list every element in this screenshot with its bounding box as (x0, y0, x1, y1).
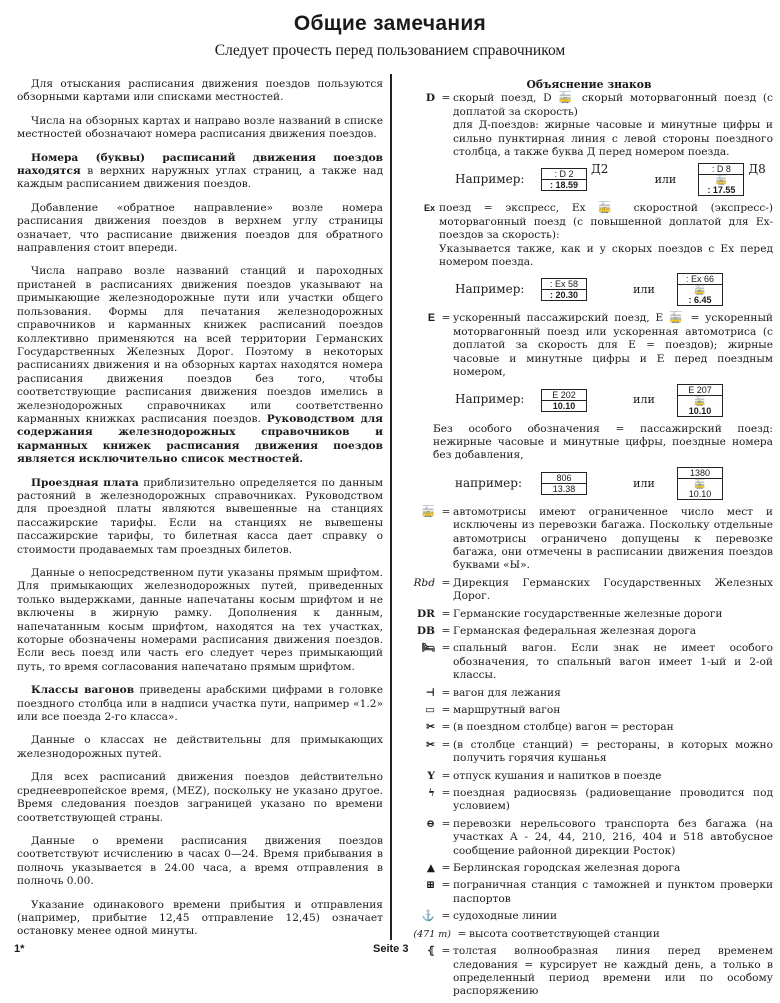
equals-sign: = (441, 686, 451, 699)
paragraph (17, 152, 383, 192)
legend-entry (405, 625, 773, 638)
departure-time: 13.38 (552, 483, 576, 494)
departure-time: 10.10 (688, 405, 712, 416)
departure-time: : 17.55 (707, 185, 736, 196)
railcar-icon: 🚋 (694, 395, 706, 406)
paragraph (17, 477, 383, 557)
page-subtitle: Следует прочесть перед пользованием справочником (214, 42, 566, 59)
timetable-example-box (698, 163, 744, 196)
paragraph (17, 684, 383, 724)
train-number: : D 8 (699, 164, 743, 175)
equals-sign: = (441, 505, 451, 518)
railcar-icon: 🚋 (694, 478, 706, 489)
legend-entry-plain (405, 423, 773, 463)
symbols-legend-column (405, 78, 773, 1003)
legend-definition: поездная радиосвязь (радиовещание проводится под условием) (453, 787, 773, 813)
paragraph-text: Для отыскания расписания движения поездов пользуются обзорными картами или списками местностей. (17, 78, 383, 104)
train-number: : Ex 66 (678, 274, 722, 285)
legend-heading: Объяснение знаков (526, 78, 652, 91)
general-notes-column (17, 78, 383, 949)
legend-entry (405, 721, 773, 734)
legend-definition: пограничная станция с таможней и пунктом проверки паспортов (453, 879, 773, 905)
legend-definition: спальный вагон. Если знак не имеет особого обозначения, то спальный вагон имеет 1-ый и 2-ой классы. (453, 642, 773, 682)
paragraph (17, 78, 383, 105)
example-d (455, 163, 773, 196)
paragraph-text: Добавление «обратное направление» возле номера расписания движения поездов в верхнем углу страницы означает, что расписание движения поездов для обратного направления стоит впереди. (17, 201, 383, 255)
paragraph (17, 202, 383, 256)
train-number: E 207 (678, 385, 722, 396)
rbd-label: Rbd (413, 576, 435, 589)
equals-sign: = (441, 862, 451, 875)
railcar-icon: 🚋 (694, 285, 706, 296)
legend-entry (405, 928, 773, 941)
page-signature: 1* (14, 943, 25, 955)
paragraph (17, 265, 383, 466)
legend-entry (405, 770, 773, 783)
legend-definition: (в поездном столбце) вагон = ресторан (453, 721, 674, 734)
timetable-example-box (541, 278, 587, 301)
equals-sign: = (441, 769, 451, 782)
border-station-icon: ⊞ (426, 879, 435, 892)
bold-lead: Классы вагонов (31, 684, 135, 697)
departure-time: : 6.45 (688, 295, 712, 306)
legend-entry (405, 910, 773, 923)
restaurant-station-icon: ✂ (426, 738, 435, 751)
or-label: или (633, 283, 655, 297)
or-label: или (654, 173, 677, 187)
paragraph (17, 899, 383, 939)
train-code: Д2 (591, 162, 609, 177)
ex-symbol: Ex (423, 203, 435, 214)
timetable-example-box (541, 389, 587, 412)
equals-sign: = (441, 817, 451, 830)
train-number: : D 2 (542, 169, 586, 180)
sleeper-car-icon: 🛏 (421, 642, 435, 655)
example-ex (455, 273, 773, 306)
paragraph-text: Данные о непосредственном пути указаны прямым шрифтом. Для примыкающих железнодорожных путей, приведенных только выдержками, данные напечатаны косым шрифтом и не включены в жирную рамку. Дополнения к данным, напечатанным косым шрифтом, находятся на тех участках, которые обозначены номерами расписания движения поездов. Если весь поезд или часть его следует через примыкающий путь, то время согласования напечатано прямым шрифтом. (17, 567, 383, 673)
example-plain (455, 467, 773, 500)
train-number: 806 (542, 473, 586, 484)
legend-entry (405, 945, 773, 999)
symbol-list (405, 506, 773, 999)
legend-entry (405, 704, 773, 717)
bold-tail: Руководством для содержания железнодорожных справочников и карманных книжек расписания движения поездов является исключительно список местностей. (17, 412, 383, 466)
example-label: например: (455, 475, 522, 490)
train-number: : Ex 58 (542, 279, 586, 290)
berlin-sbahn-icon: ▲ (426, 862, 435, 875)
legend-entry (405, 687, 773, 700)
equals-sign: = (441, 624, 451, 637)
example-label: Например: (455, 172, 525, 187)
departure-time: : 20.30 (549, 290, 579, 301)
paragraph-text: Данные о классах не действительны для примыкающих железнодорожных путей. (17, 734, 383, 760)
paragraph-text: Числа направо возле названий станций и пароходных пристаней в расписаниях движения поездов указывают на примыкающие железнодорожные пути или участки общего пользования. Формы для печатания железнодорожных справочников и карманных книжек расписаний поездов коллективно применяются на всей территории Германских Государственных Железных Дорог. Поэтому в некоторых расписаниях движения и на обзорных картах находятся номера расписания движения поездов без того, чтобы соответствующие расписания движения поездов имелись в железнодорожных справочниках или соответственно карманных книжках расписания поездов. (17, 265, 383, 425)
legend-entry (405, 642, 773, 682)
legend-definition: толстая волнообразная линия перед временем следования = курсирует не каждый день, а только в определенный период времени или по особому распоряжению (453, 945, 773, 998)
railcar-icon: 🚋 (715, 175, 727, 186)
example-label: Например: (455, 282, 525, 297)
legend-definition: маршрутный вагон (453, 704, 561, 716)
bold-lead: Проездная плата (31, 476, 139, 489)
timetable-example-box (677, 467, 723, 500)
column-divider (390, 74, 392, 940)
paragraph-text: в верхних наружных углах страниц, а также над каждым расписанием движения поездов. (17, 165, 383, 191)
paragraph (17, 115, 383, 142)
legend-entry (405, 787, 773, 814)
paragraph (17, 835, 383, 889)
through-coach-icon: ▭ (424, 704, 435, 716)
paragraph (17, 771, 383, 825)
page-number: Seite 3 (373, 943, 409, 955)
dr-label: DR (417, 607, 435, 620)
legend-definition: Германская федеральная железная дорога (453, 624, 697, 637)
legend-definition: отпуск кушания и напитков в поезде (453, 769, 662, 782)
paragraph-text: приблизительно определяется по данным растояний в железнодорожных справочниках. Руководством для проездной платы являются вывешенные на станциях пассажирские тарифы. Если на станциях не вывешены пассажирские тарифы, то билетная касса дает справку о стоимости продаваемых там проездных билетов. (17, 476, 383, 556)
example-label: Например: (455, 392, 525, 407)
legend-entry (405, 506, 773, 573)
food-service-icon: Y (427, 769, 435, 782)
legend-entry (405, 879, 773, 906)
legend-definition: перевозки нерельсового транспорта без багажа (на участках A - 24, 44, 210, 216, 404 и 518 автобусное сообщение районной дирекции Росток) (453, 817, 773, 857)
equals-sign: = (441, 704, 451, 716)
legend-definition: вагон для лежания (453, 686, 561, 699)
equals-sign: = (441, 92, 451, 105)
departure-time: : 18.59 (549, 180, 579, 191)
legend-entry-e (405, 312, 773, 379)
paragraph-text: Указание одинакового времени прибытия и отправления (например, прибытие 12,45 отправление 12,45) означает остановку менее одной минуты. (17, 898, 383, 938)
train-number: E 202 (542, 390, 586, 401)
timetable-example-box (541, 168, 587, 191)
equals-sign: = (441, 945, 451, 958)
equals-sign: = (441, 910, 451, 923)
legend-entry (405, 577, 773, 604)
ship-icon: ⚓ (421, 910, 435, 923)
legend-entry (405, 739, 773, 766)
legend-entry-ex (405, 202, 773, 269)
legend-definition: Дирекция Германских Государственных Железных Дорог. (453, 576, 773, 603)
equals-sign: = (441, 607, 451, 620)
timetable-example-box (677, 384, 723, 417)
train-number: 1380 (678, 468, 722, 479)
equals-sign: = (457, 927, 467, 940)
page-title: Общие замечания (293, 12, 487, 35)
e-symbol: E (427, 312, 435, 325)
wavy-line-icon: ⦃ (427, 945, 435, 958)
or-label: или (633, 393, 655, 407)
legend-entry (405, 862, 773, 875)
departure-time: 10.10 (688, 488, 712, 499)
legend-entry-d (405, 92, 773, 159)
equals-sign: = (441, 787, 451, 800)
legend-definition: высота соответствующей станции (469, 927, 660, 940)
legend-definition: скорый поезд, D 🚋 скорый моторвагонный поезд (с доплатой за скорость) для Д-поездов: жирные часовые и минутные цифры и сильно пунктирная линия с левой стороны поездного столбца, а также буква Д перед номером поезда. (453, 92, 773, 159)
d-symbol: D (425, 92, 435, 105)
altitude-label: (471 m) (413, 928, 451, 940)
legend-definition: Без особого обозначения = пассажирский поезд: нежирные часовые и минутные цифры, поездные номера без добавления, (433, 422, 773, 462)
equals-sign: = (441, 721, 451, 734)
paragraph (17, 567, 383, 674)
legend-definition: автомотрисы имеют ограниченное число мест и исключены из перевозки багажа. Поскольку отдельные автомотрисы ограничено допущены к перевозке багажа, они отмечены в расписании движения поездов буквами «Ы». (453, 505, 773, 572)
legend-definition: Германские государственные железные дороги (453, 607, 723, 620)
paragraph-text: Данные о времени расписания движения поездов соответствуют исчислению в часах 0—24. Время прибывания в полночь указывается в 24.00 часа, а время отправления в полночь 0.00. (17, 834, 383, 888)
legend-entry (405, 818, 773, 858)
db-label: DB (416, 624, 435, 637)
legend-definition: ускоренный пассажирский поезд, E 🚋 = ускоренный моторвагонный поезд или ускоренная автомотриса (с доплатой за скорость для E = поездов); жирные часовые и минутные цифры и E перед поездным номером, (453, 312, 773, 379)
timetable-example-box (677, 273, 723, 306)
couchette-icon: ⊣ (425, 686, 435, 699)
legend-definition: судоходные линии (453, 910, 558, 923)
bold-lead: Номера (буквы) расписаний движения поездов находятся (17, 151, 383, 178)
railcar-icon: 🚋 (421, 505, 435, 518)
example-e (455, 384, 773, 417)
equals-sign: = (441, 738, 451, 751)
paragraph-text: Числа на обзорных картах и направо возле названий в списке местностей обозначают номера расписания движения поездов. (17, 114, 383, 141)
equals-sign: = (441, 576, 451, 589)
equals-sign: = (441, 879, 451, 892)
paragraph-text: Для всех расписаний движения поездов действительно среднеевропейское время, (MEZ), поскольку не указано другое. Время следования поездов заграницей указано по времени соответствующей страны. (17, 771, 383, 824)
bus-icon: ⊖ (426, 817, 435, 830)
equals-sign: = (441, 312, 451, 325)
departure-time: 10.10 (552, 400, 576, 411)
legend-definition: Берлинская городская железная дорога (453, 862, 681, 875)
legend-definition: поезд = экспресс, Ex 🚋 скоростной (экспресс-) моторвагонный поезд (с повышенной доплатой для Ex-поездов за скорость): Указывается также, как и у скорых поездов с Ex перед номером поезда. (439, 202, 773, 269)
restaurant-icon: ✂ (426, 721, 435, 734)
or-label: или (633, 476, 655, 490)
equals-sign: = (441, 642, 451, 655)
legend-definition: (в столбце станций) = рестораны, в которых можно получить горячия кушанья (453, 738, 773, 765)
train-code: Д8 (748, 162, 766, 177)
paragraph (17, 734, 383, 761)
timetable-example-box (541, 472, 587, 495)
radio-icon: ϟ (428, 787, 435, 800)
legend-entry (405, 608, 773, 621)
paragraph-text: приведены арабскими цифрами в головке поездного столбца или в надписи участка пути, например «1.2» или все поезда 2-го класса». (17, 684, 383, 724)
